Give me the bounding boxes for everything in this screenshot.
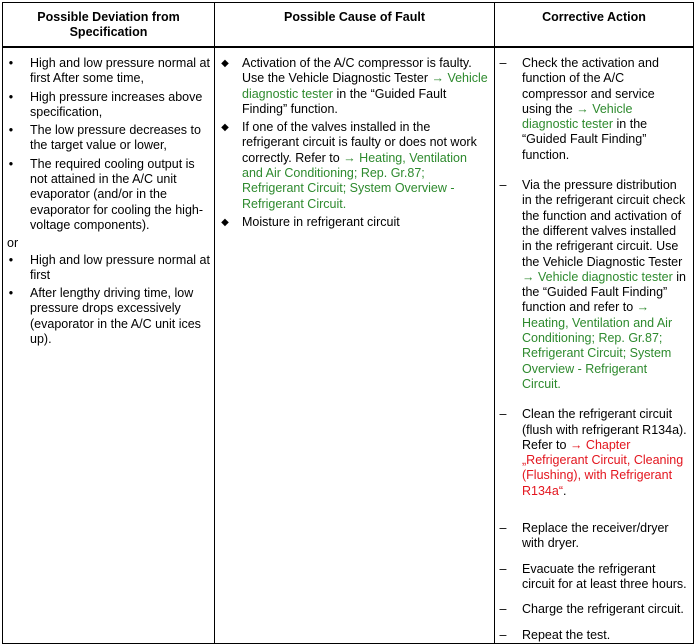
- dash-marker: –: [499, 407, 507, 422]
- action-item: – Evacuate the refrigerant circuit for at least three hours.: [499, 561, 687, 591]
- header-row: [3, 3, 694, 48]
- vehicle-diagnostic-tester-link[interactable]: → Vehicle diagnostic tester: [522, 101, 633, 132]
- dash-marker: –: [499, 627, 507, 642]
- deviation-list: [3, 56, 210, 233]
- bullet-marker: •: [8, 89, 14, 104]
- action-item: – Clean the refrigerant circuit (flush with refrigerant R134a). Refer to → Chapter „Refrigerant Circuit, Cleaning (Flushing), with Refrigerant R134a“.: [499, 407, 687, 498]
- diamond-marker: ◆: [221, 122, 229, 134]
- bullet-marker: •: [8, 286, 14, 301]
- deviation-item: • High pressure increases above specification,: [3, 90, 210, 121]
- cause-item: ◆ Activation of the A/C compressor is faulty. Use the Vehicle Diagnostic Tester → Vehicle diagnostic tester in the “Guided Fault Finding” function.: [221, 56, 488, 116]
- bullet-marker: •: [8, 123, 14, 138]
- deviation-item: • After lengthy driving time, low pressure drops excessively (evaporator in the A/C unit ices up).: [3, 286, 210, 347]
- or-separator: or: [7, 236, 19, 251]
- hvac-refrigerant-circuit-link[interactable]: → Heating, Ventilation and Air Conditioning; Rep. Gr.87; Refrigerant Circuit; System Overview - Refrigerant Circuit: [242, 150, 467, 211]
- fault-row: [3, 47, 694, 643]
- diamond-marker: ◆: [221, 216, 229, 228]
- vehicle-diagnostic-tester-link[interactable]: → Vehicle diagnostic tester: [522, 269, 673, 284]
- dash-marker: –: [499, 56, 507, 70]
- dash-marker: –: [499, 521, 507, 536]
- header-deviation: Possible Deviation from Specification: [3, 3, 215, 48]
- deviation-item: • The low pressure decreases to the target value or lower,: [3, 123, 210, 154]
- header-action: Corrective Action: [495, 3, 694, 48]
- action-item: – Via the pressure distribution in the refrigerant circuit check the function and activation of the different valves installed in the refrigerant circuit. Use the Vehicle Diagnostic Tester → Vehicle diagnostic tester in the “Guided Fault Finding” function and refer to → Heating, Ventilation and Air Conditioning; Rep. Gr.87; Refrigerant Circuit; System Overview - Refrigerant Circuit.: [499, 178, 686, 391]
- action-item: – Repeat the test.: [499, 627, 611, 642]
- deviation-item: • High and low pressure normal at first After some time,: [3, 56, 210, 87]
- cause-item: ◆ Moisture in refrigerant circuit: [221, 214, 400, 229]
- deviation-item: • High and low pressure normal at first: [3, 253, 210, 284]
- deviation-item: • The required cooling output is not attained in the A/C unit evaporator (and/or in the evaporator for cooling the high-voltage components).: [3, 157, 210, 233]
- bullet-marker: •: [8, 156, 14, 171]
- deviation-list-alt: [3, 253, 210, 348]
- dash-marker: –: [499, 561, 507, 576]
- hvac-refrigerant-circuit-link[interactable]: → Heating, Ventilation and Air Conditioning; Rep. Gr.87; Refrigerant Circuit; System Overview - Refrigerant Circuit: [522, 300, 673, 391]
- cause-cell: [215, 47, 495, 643]
- refrigerant-circuit-cleaning-link[interactable]: → Chapter „Refrigerant Circuit, Cleaning (Flushing), with Refrigerant R134a“: [522, 437, 684, 498]
- action-item: – Replace the receiver/dryer with dryer.: [499, 521, 669, 551]
- dash-marker: –: [499, 178, 507, 193]
- action-item: – Charge the refrigerant circuit.: [499, 602, 684, 617]
- action-list: [495, 56, 687, 643]
- vehicle-diagnostic-tester-link[interactable]: → Vehicle diagnostic tester: [242, 71, 488, 101]
- cause-item: ◆ If one of the valves installed in the refrigerant circuit is faulty or does not work correctly. Refer to → Heating, Ventilation and Air Conditioning; Rep. Gr.87; Refrigerant Circuit; System Overview - Refrigerant Circuit.: [221, 120, 477, 211]
- deviation-cell: [3, 47, 215, 643]
- cause-list: [215, 56, 488, 230]
- action-cell: [495, 47, 694, 643]
- header-cause: Possible Cause of Fault: [215, 3, 495, 48]
- diamond-marker: ◆: [221, 58, 229, 69]
- action-item: – Check the activation and function of the A/C compressor and service using the → Vehicle diagnostic tester in the “Guided Fault Finding” function.: [499, 56, 659, 162]
- dash-marker: –: [499, 602, 507, 617]
- fault-table: [2, 2, 694, 644]
- bullet-marker: •: [8, 56, 14, 70]
- bullet-marker: •: [8, 252, 14, 267]
